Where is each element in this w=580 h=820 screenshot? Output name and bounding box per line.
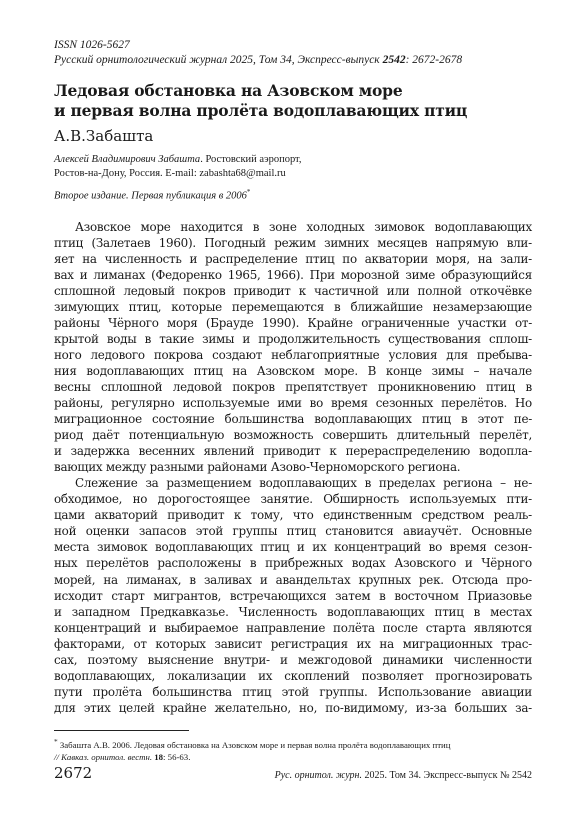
text-line: водоплавающих, локализации их скоплений позволяет прогнозировать	[54, 668, 532, 683]
text-line: цами акваторий приводит к тому, что единственным средством реаль-	[54, 508, 532, 523]
footnote-mark: *	[54, 737, 58, 746]
text-line: и задержка весенних явлений приводит к перераспределению водопла-	[54, 444, 532, 459]
paragraph-2	[54, 475, 532, 716]
text-line: районы Чёрного моря (Брауде 1990). Крайне ограниченные участки от-	[54, 315, 532, 330]
text-line: риод даёт потенциальную возможность совершить длительный перелёт,	[54, 428, 532, 443]
text-line: морей, на лиманах, в заливах и авандельтах крупных рек. Отсюда про-	[54, 572, 532, 587]
text-line: вах и лиманах (Федоренко 1965, 1966). При морозной зиме образующийся	[54, 267, 532, 282]
text-line: ния водоплавающих птиц на Азовском море. В конце зимы – начале	[54, 363, 532, 378]
text-line: яет на численность и распределение птиц по акватории моря, на зали-	[54, 251, 532, 266]
text-line: сах, поэтому выяснение внутри- и межгодовой динамики численности	[54, 652, 532, 667]
paragraph-1	[54, 219, 532, 476]
text-line: крытой воды в такие зимы и продолжительность существования сплош-	[54, 331, 532, 346]
journal-issue: 2542	[382, 53, 406, 66]
text-line: факторами, от которых зависит регистрация их на миграционных трас-	[54, 636, 532, 651]
second-edition-text: Второе издание. Первая публикация в 2006	[54, 190, 247, 202]
title-line-1: Ледовая обстановка на Азовском море	[54, 81, 403, 100]
journal-pages: : 2672-2678	[405, 53, 463, 66]
text-line: вающих между разными районами Азово-Черноморского региона.	[54, 460, 461, 475]
author-affiliation	[54, 153, 532, 180]
text-line: ного ледового покрова создают неблагоприятные условия для пребыва-	[54, 347, 532, 362]
affiliation-name: Алексей Владимирович Забашта	[54, 154, 201, 165]
article-title	[54, 81, 532, 121]
article-page	[54, 38, 532, 716]
text-line: ных перелётов расположены в прибрежных водах Азовского и Чёрного	[54, 556, 532, 571]
footnote-volume: 18	[152, 751, 164, 762]
text-line: для этих целей крайне желательно, но, по-видимому, из-за больших за-	[54, 700, 532, 715]
footnote-divider	[54, 730, 189, 731]
text-line: исходит старт мигрантов, встречающихся затем в восточном Приазовье	[54, 588, 532, 603]
text-line: концентраций и выбираемое направление полёта после старта являются	[54, 620, 532, 635]
text-line: и западном Предкавказье. Численность водоплавающих птиц в местах	[54, 604, 532, 619]
affiliation-place: . Ростовский аэропорт,	[200, 154, 302, 165]
text-line: Слежение за размещением водоплавающих в пределах региона – не-	[75, 476, 532, 491]
text-line: сплошной ледовый покров приводит к частичной или полной откочёвке	[54, 283, 532, 298]
text-line: районы, регулярно используемые ими во время сезонных перелётов. Но	[54, 396, 532, 411]
text-line: птиц (Залетаев 1960). Погодный режим зимних месяцев напрямую вли-	[54, 235, 532, 250]
text-line: пути пролёта большинства птиц этой группы. Использование авиации	[54, 684, 532, 699]
journal-citation	[54, 53, 532, 68]
footnote	[54, 736, 532, 763]
text-line: зимующих птиц, которые перемещаются в ближайшие незамерзающие	[54, 299, 532, 314]
running-footer	[275, 770, 532, 781]
second-edition-note	[54, 186, 532, 203]
author-name: А.В.Забашта	[54, 127, 154, 145]
article-body	[54, 219, 532, 716]
journal-name: Русский орнитологический журнал 2025, Том 34, Экспресс-выпуск	[54, 53, 383, 66]
footnote-journal: // Кавказ. орнитол. вестн.	[54, 751, 153, 762]
text-line: обходимое, но дорогостоящее занятие. Обширность используемых пти-	[54, 492, 532, 507]
footnote-citation: Забашта А.В. 2006. Ледовая обстановка на Азовском море и первая волна пролёта водоплавающих птиц	[57, 739, 451, 750]
footnote-ref: *	[246, 188, 251, 196]
title-line-2: и первая волна пролёта водоплавающих птиц	[54, 101, 468, 120]
text-line: места зимовок водоплавающих птиц и их концентраций во время сезон-	[54, 540, 532, 555]
text-line: ной оценки запасов этой группы птиц становится авиаучёт. Основные	[54, 524, 532, 539]
running-issue: 2025. Том 34. Экспресс-выпуск № 2542	[361, 770, 532, 781]
text-line: весны сплошной ледовой покров препятствует проникновению птиц в	[54, 379, 532, 394]
text-line: миграционное состояние большинства водоплавающих птиц в этот пе-	[54, 412, 532, 427]
text-line: Азовское море находится в зоне холодных зимовок водоплавающих	[75, 219, 532, 234]
affiliation-contact: Ростов-на-Дону, Россия. E-mail: zabashta68@mail.ru	[54, 167, 286, 179]
running-journal: Рус. орнитол. журн.	[274, 770, 362, 781]
issn: ISSN 1026-5627	[54, 39, 130, 51]
footnote-pages: : 56-63.	[163, 751, 191, 762]
page-footer	[54, 764, 532, 782]
page-number: 2672	[54, 764, 93, 782]
